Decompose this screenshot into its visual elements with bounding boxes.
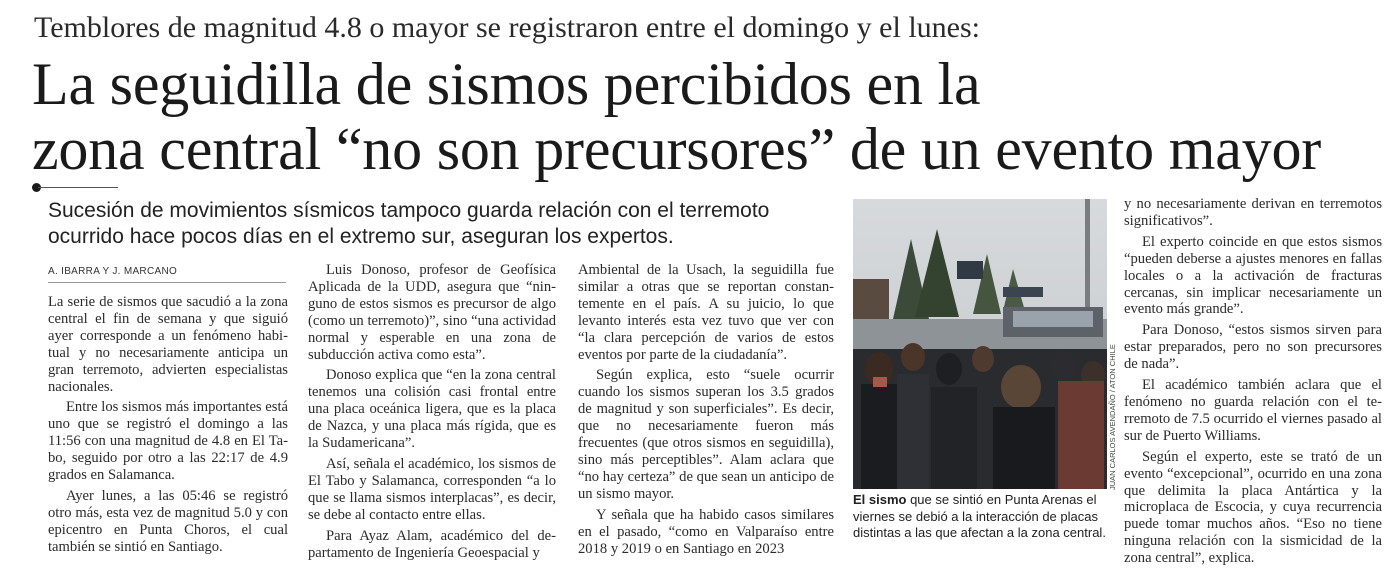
- paragraph: La serie de sismos que sacudió a la zona central el fin de semana y que siguió ayer corresponde a un fenómeno habitual y no necesariamente anticipa un gran terremoto, advierten especialistas nacionales.: [48, 294, 288, 395]
- caption-text: que se sintió en Punta Arenas el viernes se debió a la interacción de placas distintas a las que afectan a la zona central.: [853, 492, 1106, 540]
- article-column-3: [578, 262, 834, 561]
- photo-credit: JUAN CARLOS AVENDAÑO / ATON CHILE: [1108, 344, 1117, 490]
- article-column-4: [1124, 196, 1382, 570]
- paragraph: El experto coincide en que estos sismos “pueden deberse a ajustes menores en fallas locales o a la activación de fracturas cercanas, sin implicar necesariamente un evento más grande”.: [1124, 233, 1382, 318]
- deck-subtitle: Sucesión de movimientos sísmicos tampoco guarda relación con el terremoto ocurrido hace pocos días en el extremo sur, aseguran los expertos.: [48, 199, 770, 248]
- news-photo: [853, 199, 1107, 489]
- paragraph: Y señala que ha habido casos similares en el pasado, “como en Valparaíso entre 2018 y 2019 o en Santiago en 2023: [578, 506, 834, 557]
- paragraph: Ayer lunes, a las 05:46 se registró otro más, esta vez de magnitud 5.0 y con epicentro en Punta Choros, el cual también se sintió en Santiago.: [48, 487, 288, 555]
- byline-rule: [48, 282, 286, 283]
- article-column-2: [308, 262, 556, 565]
- caption-lead: El sismo: [853, 492, 907, 507]
- headline: [32, 52, 1382, 182]
- paragraph: Luis Donoso, profesor de Geofísica Aplicada de la UDD, asegura que “ninguno de estos sismos es precursor de algo (como un terremoto)”, sino “una actividad normal y esperable en una zona de subducción activa como esta”.: [308, 262, 556, 363]
- divider-line: [38, 187, 118, 188]
- photo-caption: [853, 492, 1115, 542]
- article-column-1: [48, 294, 288, 560]
- paragraph: Así, señala el académico, los sismos de El Tabo y Salamanca, corresponden “a lo que se llama sismos interplacas”, es decir, se debe al contacto entre ellas.: [308, 455, 556, 523]
- headline-line-1: La seguidilla de sismos percibidos en la: [32, 51, 981, 117]
- byline: A. IBARRA Y J. MARCANO: [48, 266, 178, 277]
- paragraph: Ambiental de la Usach, la seguidilla fue similar a otras que se reportan constantemente en el país. A su juicio, lo que levanto interés esta vez tuvo que ver con “la clara percepción de varios de estos eventos por parte de la ciudadanía”.: [578, 262, 834, 363]
- headline-line-2: zona central “no son precursores” de un evento mayor: [32, 116, 1322, 182]
- paragraph: Para Ayaz Alam, académico del departamento de Ingeniería Geoespacial y: [308, 527, 556, 561]
- paragraph: Según explica, esto “suele ocurrir cuando los sismos superan los 3.5 grados de magnitud y son superficiales”. Es decir, que no necesariamente fueron más frecuentes (que otros sismos en seguidilla), sino más perceptibles”. Alam aclara que “no hay certeza” de que sean un anticipo de un sismo mayor.: [578, 367, 834, 502]
- paragraph: El académico también aclara que el fenómeno no guarda relación con el terremoto de 7.5 ocurrido el viernes pasado al sur de Puerto Williams.: [1124, 377, 1382, 444]
- paragraph: Donoso explica que “en la zona central tenemos una colisión casi frontal entre una placa oceánica ligera, que es la placa de Nazca, y una placa más rígida, que es la Sudamericana”.: [308, 367, 556, 452]
- paragraph: Entre los sismos más importantes está uno que se registró el domingo a las 11:56 con una magnitud de 4.8 en El Tabo, seguido por otro a las 22:17 de 4.9 grados en Salamanca.: [48, 399, 288, 484]
- paragraph: y no necesariamente derivan en terremotos significativos”.: [1124, 196, 1382, 229]
- paragraph: Según el experto, este se trató de un evento “excepcional”, ocurrido en una zona que delimita la placa Antártica y la microplaca de Escocia, y cuya recurrencia puede tomar muchos años. “Eso no tiene ninguna relación con la sismicidad de la zona central”, explica.: [1124, 448, 1382, 567]
- paragraph: Para Donoso, “estos sismos sirven para estar preparados, pero no son precursores de nada”.: [1124, 322, 1382, 373]
- kicker: Temblores de magnitud 4.8 o mayor se registraron entre el domingo y el lunes:: [34, 11, 980, 44]
